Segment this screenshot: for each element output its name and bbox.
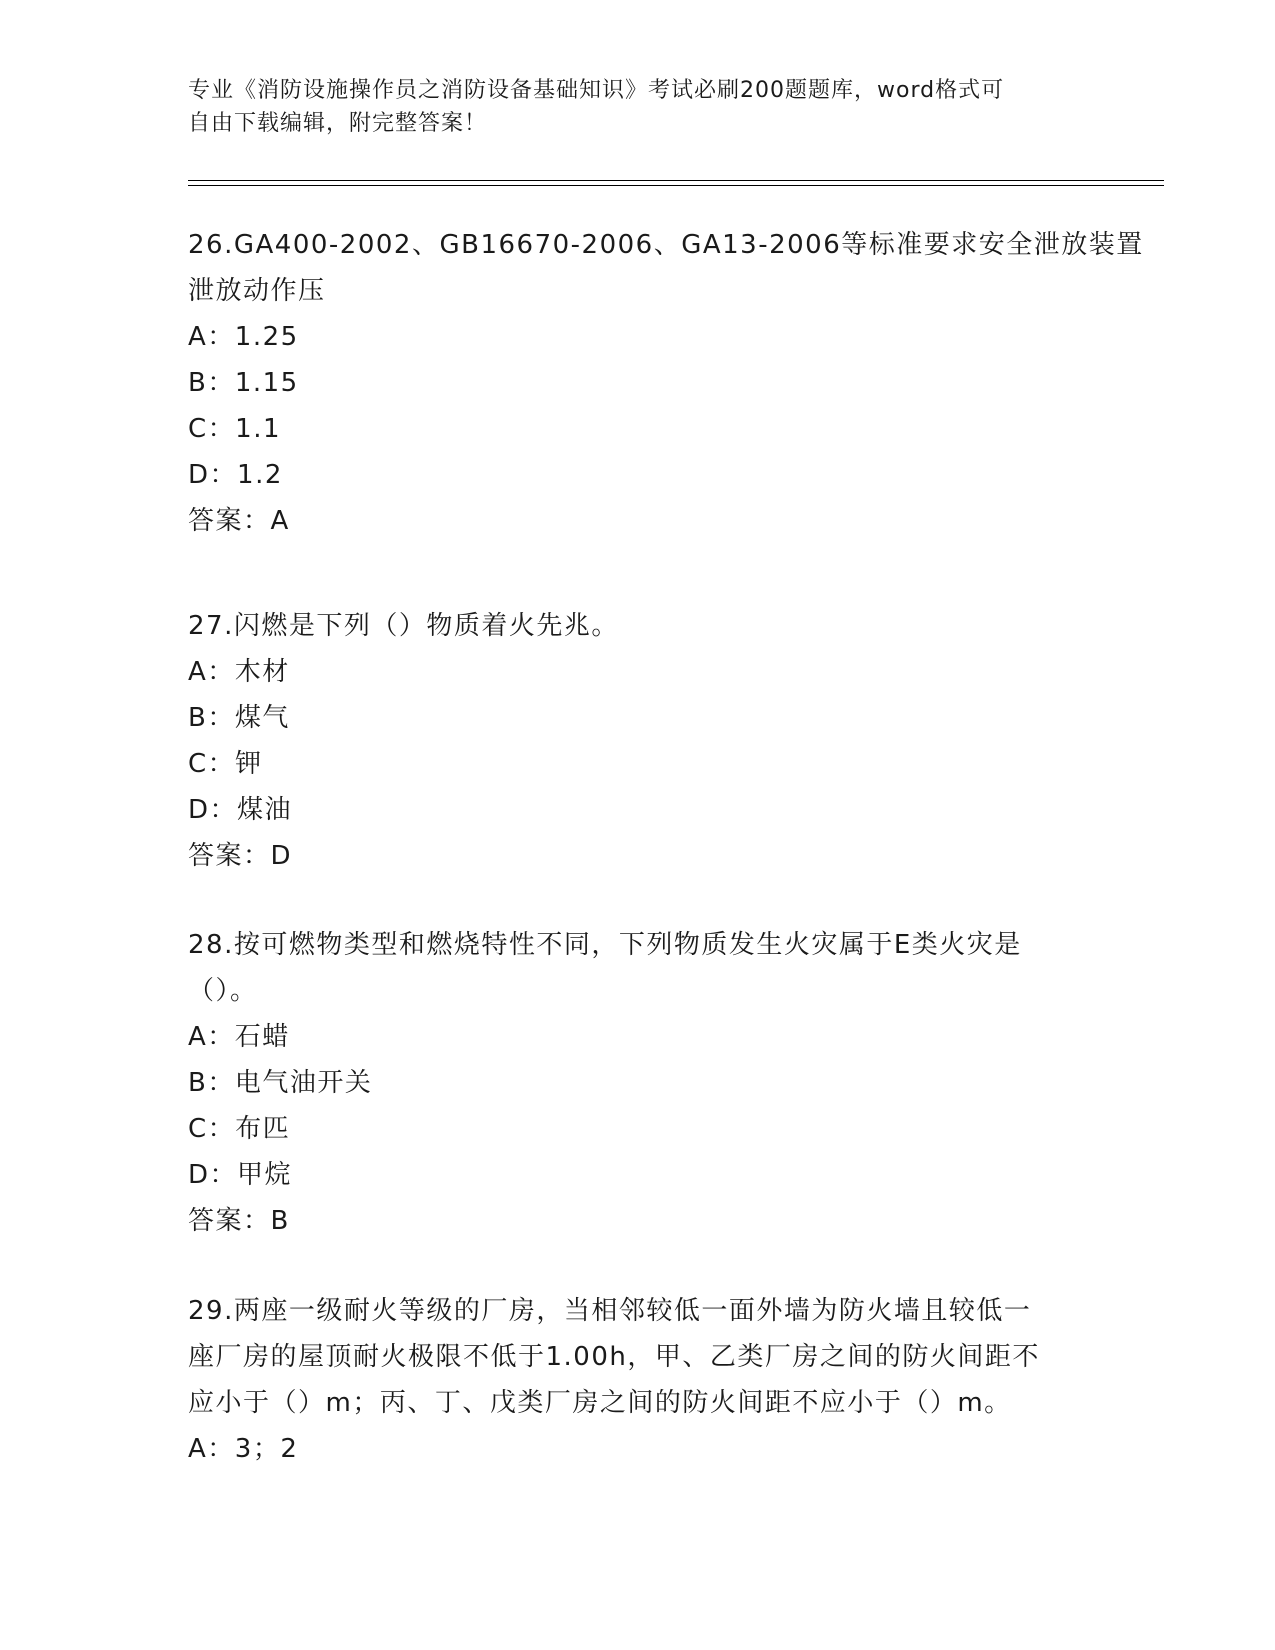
answer-value: D [270, 841, 293, 871]
option-d: D：1.2 [188, 460, 283, 490]
stem-line: 26.GA400-2002、GB16670-2006、GA13-2006等标准要求安全泄放装置 [188, 230, 1144, 260]
question-29 [188, 1288, 1088, 1472]
header-line-2: 自由下载编辑，附完整答案！ [188, 111, 488, 136]
option-b: B：煤气 [188, 703, 290, 733]
answer-label: 答案： [188, 1206, 271, 1236]
stem-line: 27.闪燃是下列（）物质着火先兆。 [188, 611, 619, 641]
option-a: A：石蜡 [188, 1022, 290, 1052]
header-divider-bottom [188, 185, 1164, 186]
stem-line: 29.两座一级耐火等级的厂房，当相邻较低一面外墙为防火墙且较低一 [188, 1296, 1032, 1326]
question-stem [188, 1288, 1088, 1426]
question-stem [188, 922, 1088, 1014]
option-c: C：1.1 [188, 414, 282, 444]
option-d: D：甲烷 [188, 1160, 293, 1190]
question-stem [188, 222, 1144, 314]
answer-value: B [270, 1206, 290, 1236]
stem-line: 应小于（）m；丙、丁、戊类厂房之间的防火间距不应小于（）m。 [188, 1388, 1012, 1418]
answer-label: 答案： [188, 506, 271, 536]
answer [188, 1198, 1088, 1244]
answer-label: 答案： [188, 841, 271, 871]
header-divider-top [188, 180, 1164, 181]
option-c: C：钾 [188, 749, 263, 779]
question-28 [188, 922, 1088, 1244]
option-b: B：电气油开关 [188, 1068, 373, 1098]
option-d: D：煤油 [188, 795, 293, 825]
document-header [188, 74, 1068, 140]
answer [188, 498, 1088, 544]
option-b: B：1.15 [188, 368, 299, 398]
option-a: A：1.25 [188, 322, 299, 352]
question-stem [188, 603, 1088, 649]
answer-value: A [270, 506, 290, 536]
option-a: A：3；2 [188, 1434, 299, 1464]
question-26 [188, 222, 1144, 544]
stem-line: 座厂房的屋顶耐火极限不低于1.00h，甲、乙类厂房之间的防火间距不 [188, 1342, 1040, 1372]
stem-line: （）。 [188, 976, 258, 1006]
option-c: C：布匹 [188, 1114, 291, 1144]
stem-line: 泄放动作压 [188, 276, 326, 306]
answer [188, 833, 1088, 879]
option-a: A：木材 [188, 657, 290, 687]
stem-line: 28.按可燃物类型和燃烧特性不同，下列物质发生火灾属于E类火灾是 [188, 930, 1022, 960]
question-27 [188, 603, 1088, 879]
header-line-1: 专业《消防设施操作员之消防设备基础知识》考试必刷200题题库，word格式可 [188, 78, 1005, 103]
